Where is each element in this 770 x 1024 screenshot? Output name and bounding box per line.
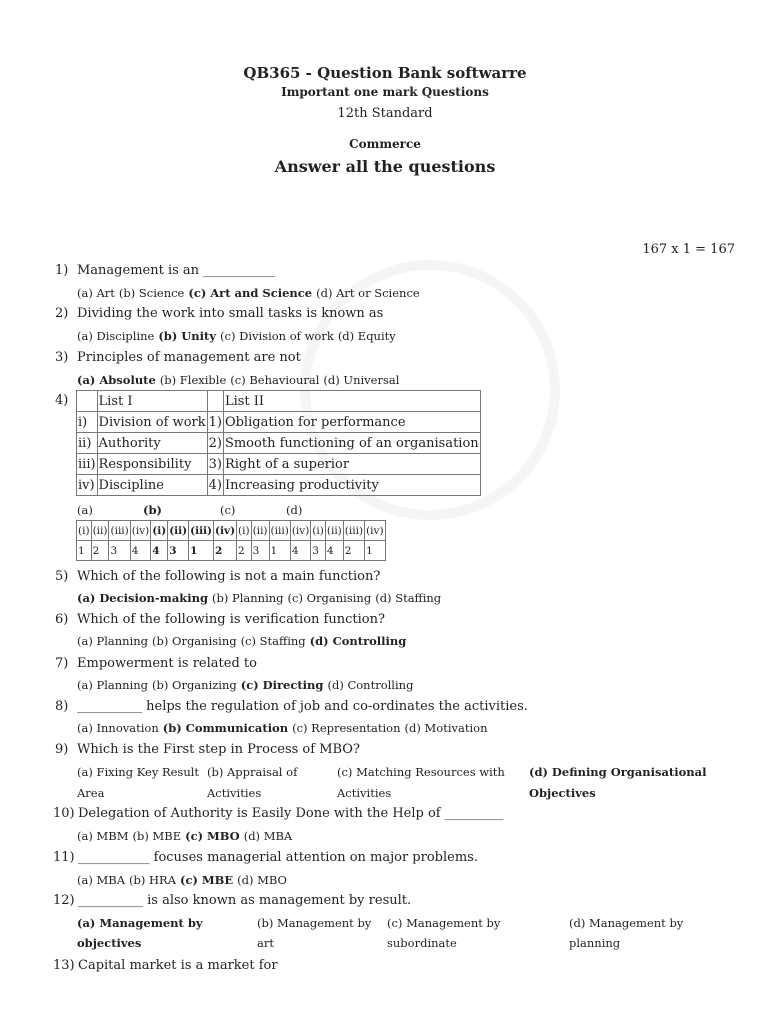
option-d: (d) MBO [237, 873, 287, 887]
option-b: (b) Communication [162, 721, 289, 735]
row-number: 4) [207, 475, 223, 496]
option-d: (d) Art or Science [316, 286, 420, 300]
list-ii-header: List II [223, 391, 480, 412]
q9-option-b: (b) Appraisal of [207, 765, 298, 779]
q9-option-d: (d) Defining Organisational [529, 765, 707, 779]
question-number: 7) [55, 656, 69, 671]
question-number: 4) [55, 393, 69, 408]
option-c: (c) Staffing [240, 634, 306, 648]
code-value: 2 [343, 541, 364, 561]
option-c: (c) Organising [287, 591, 372, 605]
option-d: (d) Equity [337, 329, 396, 343]
option-d: (d) Motivation [404, 721, 488, 735]
option-row [77, 829, 296, 843]
option-a: (a) Planning [77, 678, 149, 692]
q9-option-cont: Activities [337, 786, 392, 800]
option-b: (b) Unity [158, 329, 217, 343]
question-number: 6) [55, 612, 69, 627]
code-value: 3 [109, 541, 130, 561]
code-value: 3 [251, 541, 269, 561]
question-number: 12) [53, 893, 75, 908]
q12-option-cont: planning [569, 936, 621, 950]
row-numeral: iv) [77, 475, 98, 496]
option-d: (d) Controlling [309, 634, 407, 648]
q12-option-c: (c) Management by [387, 916, 501, 930]
total-marks: 167 x 1 = 167 [642, 242, 735, 257]
code-roman-header: (iii) [343, 521, 364, 541]
code-roman-header: (iv) [214, 521, 237, 541]
code-roman-header: (iv) [365, 521, 385, 541]
option-row [77, 634, 410, 648]
code-value: 1 [365, 541, 385, 561]
option-row [77, 329, 400, 343]
q9-option-cont: Objectives [529, 786, 596, 800]
code-value: 1 [269, 541, 290, 561]
list-i-item: Responsibility [97, 454, 207, 475]
q12-option-a: (a) Management by [77, 916, 203, 930]
document-subtitle: Important one mark Questions [281, 85, 489, 99]
question-number: 3) [55, 350, 69, 365]
option-a: (a) Decision-making [77, 591, 209, 605]
code-roman-header: (ii) [91, 521, 109, 541]
q4-option-label: (b) [143, 503, 162, 517]
option-c: (c) Behavioural [230, 373, 320, 387]
option-c: (c) Representation [292, 721, 401, 735]
q12-option-cont: objectives [77, 936, 142, 950]
question-text: Principles of management are not [77, 350, 301, 365]
match-row [77, 475, 481, 496]
code-value: 4 [290, 541, 310, 561]
option-b: (b) Flexible [159, 373, 227, 387]
option-a: (a) MBM [77, 829, 129, 843]
option-b: (b) Planning [212, 591, 284, 605]
q9-option-c: (c) Matching Resources with [337, 765, 505, 779]
option-d: (d) Staffing [375, 591, 442, 605]
option-c: (c) Art and Science [188, 286, 313, 300]
list-ii-item: Smooth functioning of an organisation [223, 433, 480, 454]
row-numeral: ii) [77, 433, 98, 454]
option-c: (c) MBO [185, 829, 240, 843]
row-numeral: iii) [77, 454, 98, 475]
code-roman-header: (iii) [109, 521, 130, 541]
match-row [77, 433, 481, 454]
question-text: Delegation of Authority is Easily Done with the Help of _________ [78, 806, 504, 821]
code-roman-header: (iii) [269, 521, 290, 541]
code-value: 2 [91, 541, 109, 561]
option-b: (b) Organising [152, 634, 237, 648]
code-value: 4 [151, 541, 168, 561]
code-roman-header: (ii) [168, 521, 189, 541]
question-text: Management is an ___________ [77, 263, 275, 278]
option-row [77, 373, 403, 387]
question-number: 2) [55, 306, 69, 321]
option-row [77, 721, 492, 735]
code-roman-header: (iv) [130, 521, 150, 541]
list-header-blank [77, 391, 98, 412]
code-roman-header: (i) [151, 521, 168, 541]
q9-option-cont: Area [77, 786, 105, 800]
list-header-blank [207, 391, 223, 412]
option-row [77, 286, 424, 300]
code-roman-header: (ii) [325, 521, 343, 541]
question-number: 9) [55, 742, 69, 757]
q4-option-label: (d) [286, 503, 303, 517]
row-numeral: i) [77, 412, 98, 433]
question-text: __________ helps the regulation of job and co-ordinates the activities. [77, 699, 528, 714]
code-roman-header: (ii) [251, 521, 269, 541]
answer-code-table [76, 520, 386, 561]
option-a: (a) Absolute [77, 373, 156, 387]
question-number: 13) [53, 958, 75, 973]
question-text: Empowerment is related to [77, 656, 257, 671]
list-i-item: Discipline [97, 475, 207, 496]
question-text: ___________ focuses managerial attention on major problems. [78, 850, 478, 865]
code-value: 3 [168, 541, 189, 561]
question-text: Dividing the work into small tasks is known as [77, 306, 384, 321]
subject-label: Commerce [349, 137, 421, 151]
option-d: (d) MBA [243, 829, 293, 843]
list-ii-item: Obligation for performance [223, 412, 480, 433]
option-a: (a) MBA [77, 873, 126, 887]
question-number: 11) [53, 850, 75, 865]
q12-option-b: (b) Management by [257, 916, 372, 930]
match-row [77, 412, 481, 433]
option-b: (b) Science [118, 286, 185, 300]
option-b: (b) MBE [132, 829, 182, 843]
code-roman-header: (iv) [290, 521, 310, 541]
option-b: (b) HRA [129, 873, 177, 887]
q4-option-label: (c) [220, 503, 236, 517]
q9-option-a: (a) Fixing Key Result [77, 765, 200, 779]
option-a: (a) Innovation [77, 721, 159, 735]
code-value: 4 [325, 541, 343, 561]
code-value: 1 [77, 541, 92, 561]
option-a: (a) Discipline [77, 329, 155, 343]
match-row [77, 454, 481, 475]
code-roman-header: (i) [237, 521, 252, 541]
question-number: 10) [53, 806, 75, 821]
q12-option-cont: subordinate [387, 936, 457, 950]
list-i-header: List I [97, 391, 207, 412]
row-number: 3) [207, 454, 223, 475]
code-value: 4 [130, 541, 150, 561]
q12-option-d: (d) Management by [569, 916, 684, 930]
option-row [77, 591, 445, 605]
option-c: (c) Directing [240, 678, 324, 692]
question-number: 1) [55, 263, 69, 278]
code-value: 1 [189, 541, 214, 561]
code-value: 2 [237, 541, 252, 561]
question-text: __________ is also known as management by result. [78, 893, 412, 908]
option-row [77, 678, 417, 692]
question-number: 5) [55, 569, 69, 584]
match-list-table [76, 390, 481, 496]
code-roman-header: (iii) [189, 521, 214, 541]
q12-option-cont: art [257, 936, 274, 950]
row-number: 1) [207, 412, 223, 433]
document-title: QB365 - Question Bank softwarre [243, 64, 527, 82]
option-a: (a) Art [77, 286, 115, 300]
option-d: (d) Universal [323, 373, 400, 387]
standard-label: 12th Standard [337, 106, 433, 121]
list-i-item: Division of work [97, 412, 207, 433]
option-c: (c) Division of work [220, 329, 334, 343]
row-number: 2) [207, 433, 223, 454]
code-roman-header: (i) [77, 521, 92, 541]
q4-option-label: (a) [77, 503, 93, 517]
code-roman-header: (i) [311, 521, 326, 541]
list-ii-item: Increasing productivity [223, 475, 480, 496]
code-value: 3 [311, 541, 326, 561]
option-b: (b) Organizing [152, 678, 237, 692]
code-value: 2 [214, 541, 237, 561]
question-text: Which of the following is not a main function? [77, 569, 381, 584]
option-a: (a) Planning [77, 634, 149, 648]
instruction-heading: Answer all the questions [274, 157, 496, 176]
q9-option-cont: Activities [207, 786, 262, 800]
question-text: Which is the First step in Process of MBO? [77, 742, 360, 757]
option-d: (d) Controlling [327, 678, 414, 692]
question-text: Which of the following is verification function? [77, 612, 385, 627]
list-i-item: Authority [97, 433, 207, 454]
question-number: 8) [55, 699, 69, 714]
option-row [77, 873, 291, 887]
option-c: (c) MBE [180, 873, 234, 887]
question-text: Capital market is a market for [78, 958, 278, 973]
list-ii-item: Right of a superior [223, 454, 480, 475]
